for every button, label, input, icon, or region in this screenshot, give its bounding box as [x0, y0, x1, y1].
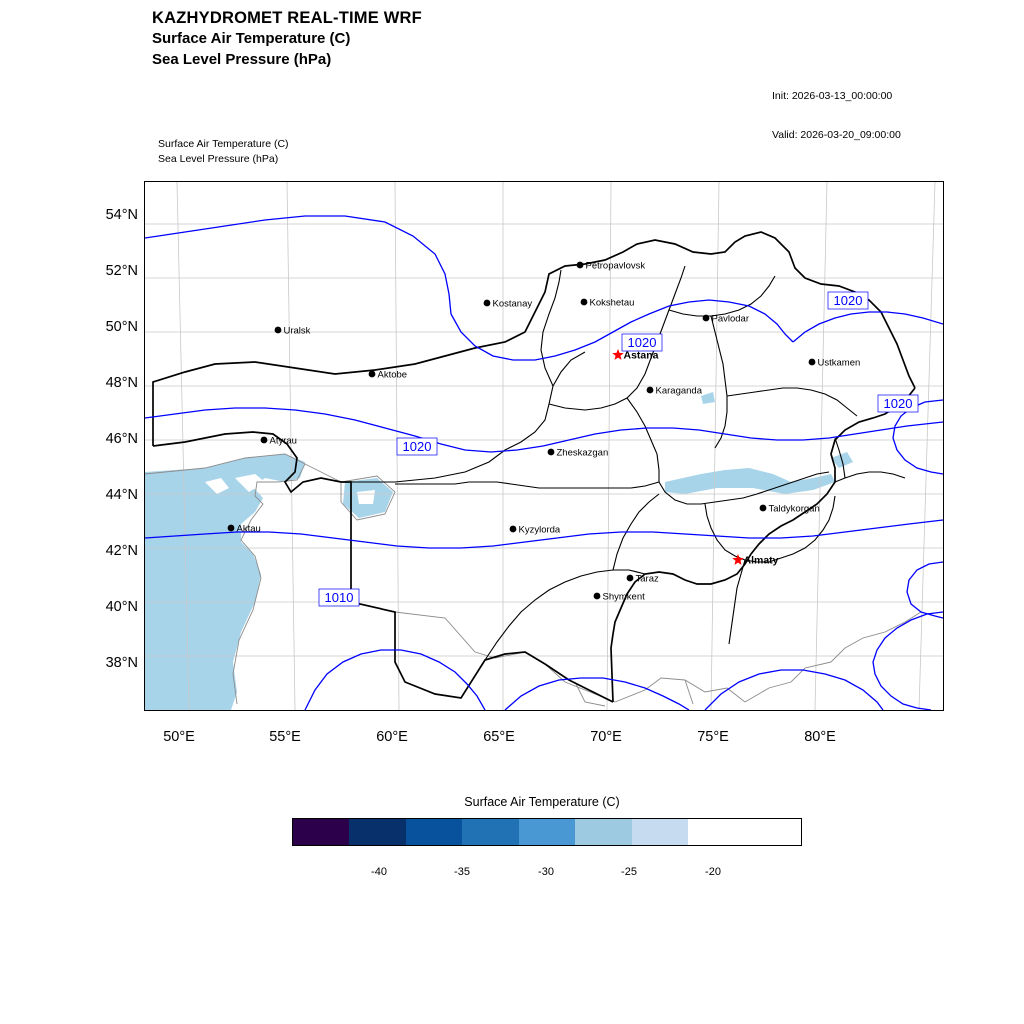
city-dot-icon: [703, 315, 710, 322]
city-dot-icon: [548, 449, 555, 456]
city-dot-icon: [228, 525, 235, 532]
city-label: Shymkent: [602, 591, 645, 603]
title-line-3: Sea Level Pressure (hPa): [152, 51, 332, 68]
colorbar: [292, 818, 802, 846]
colorbar-tick-4: -20: [705, 866, 721, 878]
city-dot-icon: [577, 262, 584, 269]
colorbar-tick-3: -25: [621, 866, 637, 878]
city-marker: [510, 525, 561, 536]
colorbar-swatch-3: [462, 819, 518, 845]
colorbar-tick-2: -30: [538, 866, 554, 878]
xtick-80E: 80°E: [804, 729, 836, 745]
xtick-50E: 50°E: [163, 729, 195, 745]
colorbar-swatch-7: [688, 819, 744, 845]
colorbar-swatch-6: [632, 819, 688, 845]
city-label: Kyzylorda: [518, 524, 561, 536]
coastlines: [145, 454, 921, 706]
xtick-65E: 65°E: [483, 729, 515, 745]
colorbar-title: Surface Air Temperature (C): [464, 795, 620, 809]
city-label: Aktau: [236, 523, 261, 535]
colorbar-swatch-2: [406, 819, 462, 845]
colorbar-swatch-4: [519, 819, 575, 845]
isobar-labels: [319, 292, 918, 606]
city-dot-icon: [484, 300, 491, 307]
city-dot-icon: [369, 371, 376, 378]
page-title: [152, 8, 752, 70]
city-label: Atyrau: [269, 435, 297, 447]
city-label: Kostanay: [492, 298, 533, 310]
ytick-50N: 50°N: [105, 319, 138, 335]
city-dot-icon: [510, 526, 517, 533]
ytick-52N: 52°N: [105, 263, 138, 279]
valid-time: Valid: 2026-03-20_09:00:00: [772, 129, 901, 141]
map-panel[interactable]: [144, 181, 944, 711]
city-marker: [732, 554, 778, 567]
svg-text:1020: 1020: [627, 335, 657, 350]
city-dot-icon: [594, 593, 601, 600]
ytick-40N: 40°N: [105, 599, 138, 615]
colorbar-tick-0: -40: [371, 866, 387, 878]
ytick-48N: 48°N: [105, 375, 138, 391]
init-time: Init: 2026-03-13_00:00:00: [772, 90, 893, 102]
city-label: Uralsk: [283, 325, 311, 337]
ytick-38N: 38°N: [105, 655, 138, 671]
city-label: Taraz: [635, 573, 659, 585]
svg-text:1020: 1020: [883, 396, 913, 411]
ytick-42N: 42°N: [105, 543, 138, 559]
plot-subcaption-line-1: Surface Air Temperature (C): [158, 138, 289, 150]
city-marker: [275, 326, 311, 337]
title-line-1: KAZHYDROMET REAL-TIME WRF: [152, 9, 422, 27]
city-layer: [228, 261, 861, 603]
city-label: Aktobe: [377, 369, 408, 381]
city-label: Almaty: [743, 554, 779, 567]
colorbar-tick-1: -35: [454, 866, 470, 878]
ytick-46N: 46°N: [105, 431, 138, 447]
city-marker: [548, 448, 609, 459]
city-marker: [261, 436, 297, 447]
colorbar-swatch-0: [293, 819, 349, 845]
city-label: Taldykorgan: [768, 503, 820, 515]
city-label: Kokshetau: [589, 297, 635, 309]
city-marker: [809, 358, 861, 369]
city-dot-icon: [275, 327, 282, 334]
xtick-70E: 70°E: [590, 729, 622, 745]
city-marker: [577, 261, 646, 272]
city-dot-icon: [647, 387, 654, 394]
city-label: Zheskazgan: [556, 447, 609, 459]
title-line-2: Surface Air Temperature (C): [152, 30, 351, 47]
run-times: [772, 64, 901, 155]
city-marker: [760, 504, 820, 515]
city-marker: [627, 574, 659, 585]
svg-text:1020: 1020: [833, 293, 863, 308]
xtick-60E: 60°E: [376, 729, 408, 745]
city-dot-icon: [760, 505, 767, 512]
colorbar-swatch-8: [745, 819, 801, 845]
city-dot-icon: [627, 575, 634, 582]
city-dot-icon: [809, 359, 816, 366]
city-dot-icon: [261, 437, 268, 444]
xtick-75E: 75°E: [697, 729, 729, 745]
city-marker: [647, 386, 703, 397]
city-label: Astana: [623, 349, 659, 362]
city-marker: [594, 592, 646, 603]
city-dot-icon: [581, 299, 588, 306]
ytick-54N: 54°N: [105, 207, 138, 223]
svg-text:1020: 1020: [402, 439, 432, 454]
map-canvas: [145, 182, 943, 710]
city-marker: [612, 349, 658, 362]
city-marker: [369, 370, 407, 381]
colorbar-swatch-5: [575, 819, 631, 845]
city-label: Karaganda: [655, 385, 702, 397]
city-marker: [703, 314, 749, 325]
ytick-44N: 44°N: [105, 487, 138, 503]
plot-subcaption: [158, 137, 289, 167]
city-label: Pavlodar: [711, 313, 749, 325]
city-label: Ustkamen: [817, 357, 861, 369]
city-marker: [484, 299, 533, 310]
xtick-55E: 55°E: [269, 729, 301, 745]
svg-text:1010: 1010: [324, 590, 354, 605]
plot-subcaption-line-2: Sea Level Pressure (hPa): [158, 153, 279, 165]
colorbar-swatch-1: [349, 819, 405, 845]
city-label: Petropavlovsk: [585, 260, 646, 272]
city-marker: [581, 298, 635, 309]
